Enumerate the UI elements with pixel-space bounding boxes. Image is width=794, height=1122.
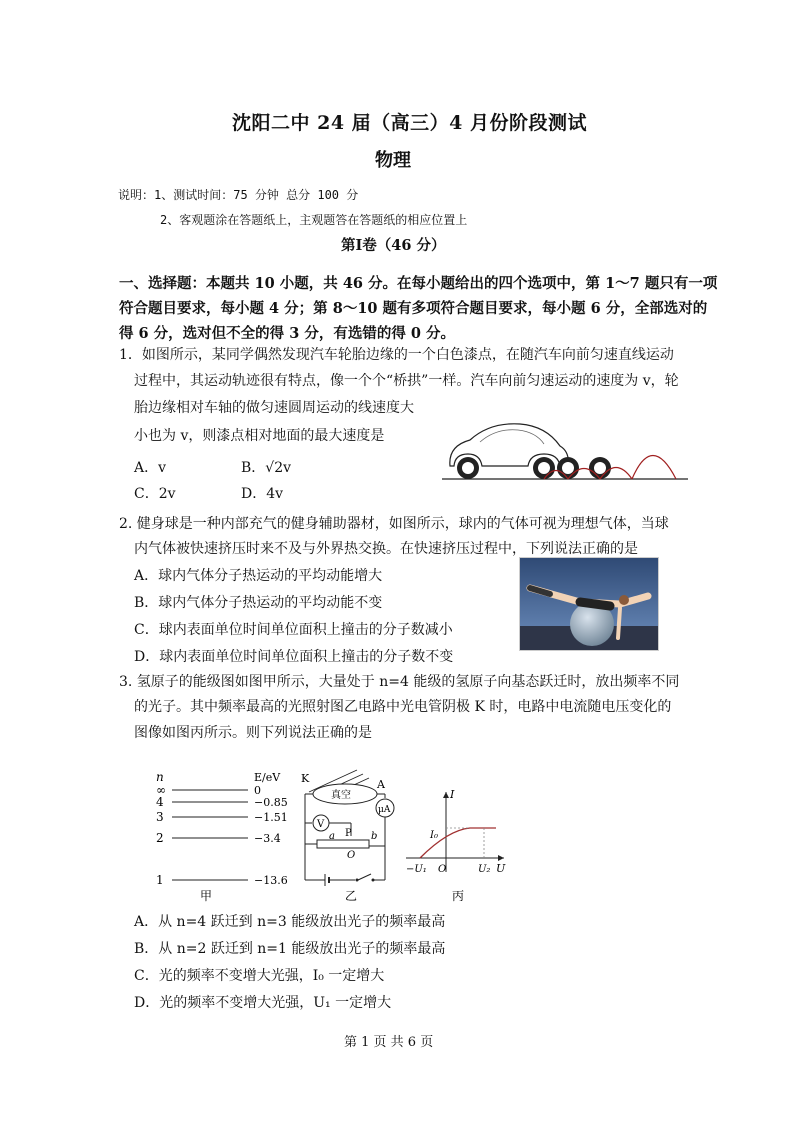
fitness-ball-photo [519, 557, 659, 651]
level-energy: −3.4 [254, 832, 281, 845]
section-instruction-line-2: 符合题目要求，每小题 4 分；第 8～10 题有多项符合题目要求，每小题 6 分，全部选对的 [119, 300, 708, 317]
q3-line-3: 图像如图丙所示。则下列说法正确的是 [134, 725, 372, 741]
current-voltage-graph [400, 772, 510, 904]
energy-unit-label: E/eV [254, 771, 281, 784]
voltmeter-label: V [317, 819, 325, 830]
level-energy: −1.51 [254, 811, 288, 824]
car-tire-figure [440, 418, 690, 486]
section-instruction-line-1: 一、选择题：本题共 10 小题，共 46 分。在每小题给出的四个选项中，第 1～7 题只有一项 [119, 275, 718, 292]
q2-option-a[interactable]: A．球内气体分子热运动的平均动能增大 [134, 568, 383, 584]
cathode-label: K [301, 772, 310, 785]
photoelectric-circuit [295, 768, 405, 904]
q1-option-c[interactable]: C．2v [134, 486, 176, 502]
q2-line-2: 内气体被快速挤压时来不及与外界热交换。在快速挤压过程中，下列说法正确的是 [134, 541, 638, 557]
q3-option-c[interactable]: C．光的频率不变增大光强，I₀ 一定增大 [134, 968, 385, 984]
section-instruction-line-3: 得 6 分，选对但不全的得 3 分，有选错的得 0 分。 [119, 325, 456, 342]
figure-jia-caption: 甲 [200, 889, 213, 902]
q1-option-a[interactable]: A．v [134, 460, 167, 476]
q3-line-1: 3. 氢原子的能级图如图甲所示，大量处于 n=4 能级的氢原子向基态跃迁时，放出频率不同 [119, 674, 680, 690]
level-energy: 0 [254, 784, 261, 797]
level-3 [156, 810, 288, 824]
q2-line-1: 2. 健身球是一种内部充气的健身辅助器材，如图所示，球内的气体可视为理想气体，当球 [119, 516, 669, 532]
q1-line-4: 小也为 v，则漆点相对地面的最大速度是 [134, 428, 385, 444]
q1-line-1: 1．如图所示，某同学偶然发现汽车轮胎边缘的一个白色漆点，在随汽车向前匀速直线运动 [119, 347, 674, 363]
q3-option-a[interactable]: A．从 n=4 跃迁到 n=3 能级放出光子的频率最高 [134, 914, 446, 930]
q1-option-d[interactable]: D．4v [241, 486, 284, 502]
q3-option-d[interactable]: D．光的频率不变增大光强，U₁ 一定增大 [134, 995, 392, 1011]
resistor-end-a: a [329, 831, 335, 842]
origin-label: O [438, 864, 447, 875]
note-line-1: 说明：1、测试时间：75 分钟 总分 100 分 [118, 188, 359, 202]
level-n: 3 [156, 810, 164, 824]
level-1 [156, 873, 288, 887]
energy-level-diagram [150, 770, 290, 902]
saturation-current-label: I₀ [430, 830, 438, 841]
note-line-2: 2、客观题涂在答题纸上，主观题答在答题纸的相应位置上 [160, 213, 468, 227]
voltage-axis-label: U [496, 862, 506, 875]
level-n: ∞ [156, 783, 166, 797]
volume-title: 第Ⅰ卷（46 分） [341, 237, 446, 254]
subject-title: 物理 [375, 150, 411, 171]
current-axis-label: I [450, 788, 455, 801]
n-label: n [156, 770, 164, 784]
saturation-voltage-label: U₂ [478, 864, 491, 875]
level-energy: −0.85 [254, 796, 288, 809]
q3-option-b[interactable]: B．从 n=2 跃迁到 n=1 能级放出光子的频率最高 [134, 941, 446, 957]
midpoint-label: O [347, 850, 356, 861]
figure-bing-caption: 丙 [452, 889, 465, 903]
stopping-voltage-label: −U₁ [406, 864, 427, 875]
q1-line-3: 胎边缘相对车轴的做匀速圆周运动的线速度大 [134, 400, 414, 416]
q1-line-2: 过程中，其运动轨迹很有特点，像一个个“桥拱”一样。汽车向前匀速运动的速度为 v，轮 [134, 373, 679, 389]
level-infinity [156, 783, 261, 797]
page-footer: 第 1 页 共 6 页 [344, 1035, 434, 1050]
figure-yi-caption: 乙 [345, 889, 358, 903]
level-4 [156, 795, 288, 809]
level-energy: −13.6 [254, 874, 288, 887]
level-n: 1 [156, 873, 164, 887]
resistor-end-b: b [371, 831, 378, 842]
level-2 [156, 831, 281, 845]
q2-option-d[interactable]: D．球内表面单位时间单位面积上撞击的分子数不变 [134, 649, 454, 665]
vacuum-label: 真空 [331, 790, 351, 801]
level-n: 4 [156, 795, 164, 809]
exam-title: 沈阳二中 24 届（高三）4 月份阶段测试 [232, 112, 588, 134]
q1-option-b[interactable]: B．√2v [241, 460, 292, 476]
slider-label: P [345, 828, 352, 839]
q2-option-c[interactable]: C．球内表面单位时间单位面积上撞击的分子数减小 [134, 622, 453, 638]
q3-line-2: 的光子。其中频率最高的光照射图乙电路中光电管阴极 K 时，电路中电流随电压变化的 [134, 699, 672, 715]
microammeter-label: μA [378, 805, 391, 815]
q2-option-b[interactable]: B．球内气体分子热运动的平均动能不变 [134, 595, 383, 611]
anode-label: A [377, 778, 385, 791]
level-n: 2 [156, 831, 164, 845]
